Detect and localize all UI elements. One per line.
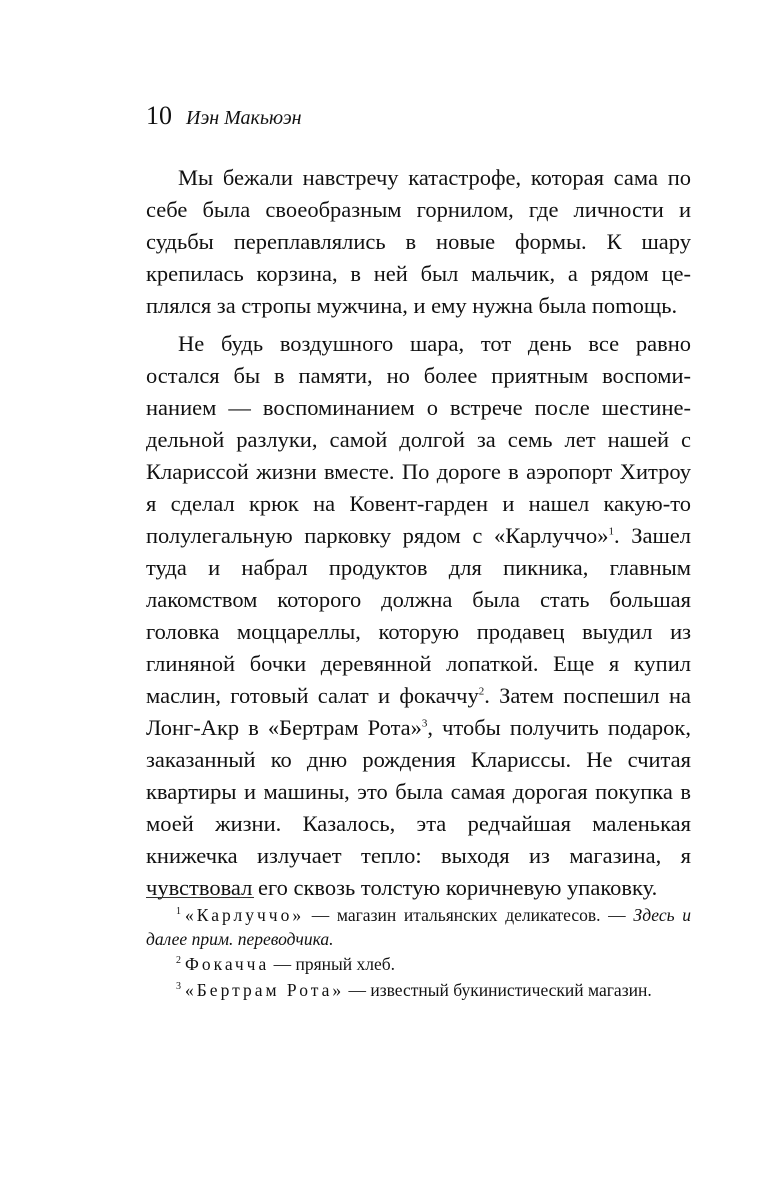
footnote-number: 2 (176, 955, 181, 967)
body-text (146, 162, 691, 910)
paragraph-2-text-1: Не будь воздушного шара, тот день все равно остался бы в памяти, но более приятным воспоминанием — воспоминанием о встрече после шестинедельной разлуки, самой долгой за семь лет нашей с Клариссой жизни вместе. По дороге в аэропорт Хитроу я сделал крюк на Ковент-гарден и нашел какую-то полулегальную парковку рядом с «Карлуччо» (146, 331, 691, 548)
footnote-2 (146, 953, 691, 977)
footnote-divider (146, 897, 254, 898)
footnote-ref-3: 3 (421, 717, 428, 730)
footnote-term: «Карлуччо» (185, 905, 305, 925)
page-number: 10 (146, 101, 172, 130)
footnote-number: 1 (176, 906, 181, 918)
footnote-text: — пряный хлеб. (269, 954, 396, 974)
footnote-term: Фокачча (185, 954, 270, 974)
footnote-number: 3 (176, 980, 181, 992)
footnote-ref-2: 2 (478, 685, 485, 698)
footnote-text: — известный букинистический магазин. (344, 979, 652, 1000)
footnote-1 (146, 904, 691, 951)
footnote-term: «Бертрам Рота» (185, 979, 345, 1000)
paragraph-1-text: Мы бежали навстречу катастрофе, которая сама по себе была своеобразным горнилом, где личности и судьбы переплавлялись в новые формы. К шару крепилась корзина, в ней был мальчик, а рядом цеплялся за стропы мужчина, и ему нужна была поmощь. (146, 165, 691, 318)
footnote-text: — магазин итальянских деликатесов. — (304, 905, 634, 925)
running-header (146, 100, 302, 136)
paragraph-2 (146, 328, 691, 904)
translator-note: Здесь и далее прим. переводчика. (146, 905, 691, 949)
paragraph-2-text-3: . Затем поспешил на Лонг-Акр в «Бертрам Рота» (146, 683, 691, 740)
paragraph-2-text-4: , чтобы получить подарок, заказанный ко дню рождения Клариссы. Не считая квартиры и машины, это была самая дорогая покупка в моей жизни. Казалось, эта редчайшая маленькая книжечка излучает тепло: выходя из магазина, я чувствовал его сквозь толстую коричневую упаковку. (146, 715, 691, 900)
paragraph-2-text-2: . Зашел туда и набрал продуктов для пикника, главным лакомством которого должна была стать большая головка моццареллы, которую продавец выудил из глиняной бочки деревянной лопаткой. Еще я купил маслин, готовый салат и фокаччу (146, 523, 691, 708)
paragraph-1 (146, 162, 691, 322)
footnotes (146, 904, 691, 1004)
running-author: Иэн Макьюэн (186, 107, 302, 129)
footnote-3 (146, 979, 691, 1003)
footnote-ref-1: 1 (608, 525, 614, 538)
